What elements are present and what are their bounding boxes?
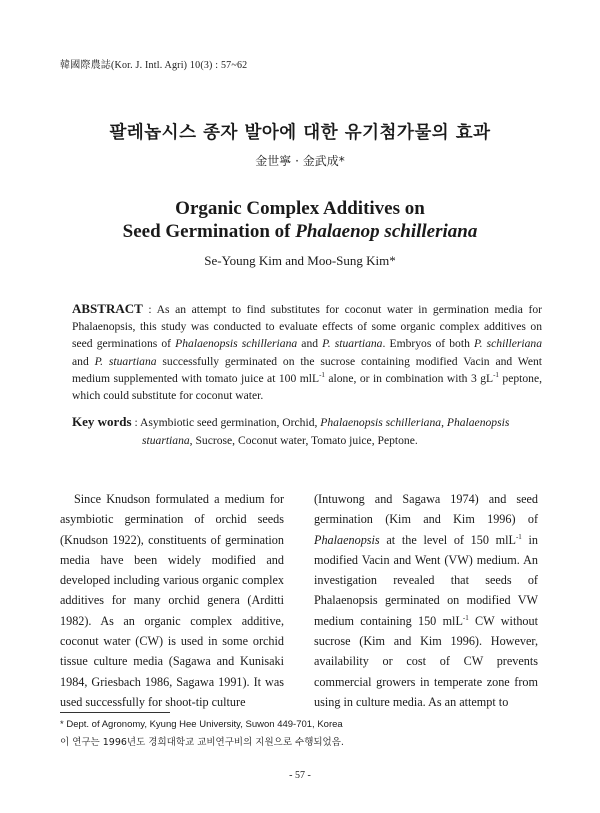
korean-title: 팔레놉시스 종자 발아에 대한 유기첨가물의 효과 bbox=[109, 123, 491, 143]
keywords-genus-2: Phalaenopsis bbox=[446, 416, 510, 429]
keywords-line2 bbox=[72, 432, 542, 450]
abstract-label: ABSTRACT bbox=[72, 301, 143, 316]
abstract bbox=[72, 300, 542, 404]
abstract-sup-1: -1 bbox=[319, 370, 325, 379]
abstract-sup-2: -1 bbox=[493, 370, 499, 379]
abstract-species-3: P. schilleriana bbox=[474, 337, 542, 351]
body-column-left bbox=[60, 489, 284, 712]
footnote-divider bbox=[60, 712, 170, 713]
english-title-line2-species: Phalaenop schilleriana bbox=[295, 221, 478, 242]
abstract-species-1: Phalaenopsis schilleriana bbox=[175, 337, 298, 351]
abstract-text-2: and bbox=[297, 337, 323, 351]
keywords-text-2: , bbox=[441, 416, 447, 429]
journal-header: 韓國際農誌(Kor. J. Intl. Agri) 10(3) : 57~62 bbox=[60, 60, 248, 71]
abstract-species-2: P. stuartiana bbox=[322, 337, 383, 351]
body-column-right bbox=[314, 489, 538, 712]
abstract-sep: : bbox=[142, 303, 157, 316]
keywords-species-2: stuartiana bbox=[142, 433, 190, 447]
abstract-text-5: successfully germinated on the sucrose containing modified Vacin and Went medium supplemented with tomato juice at 100 mlL bbox=[72, 354, 542, 385]
english-title bbox=[0, 197, 600, 243]
english-title-line1: Organic Complex Additives on bbox=[175, 198, 425, 219]
keywords bbox=[72, 413, 542, 449]
abstract-text-7: peptone, which could substitute for coconut water. bbox=[72, 371, 543, 403]
abstract-text-3: . Embryos of both bbox=[382, 337, 474, 351]
keywords-label: Key words bbox=[72, 414, 132, 429]
english-title-line2-plain: Seed Germination of bbox=[122, 221, 296, 242]
footnote-funding: 이 연구는 1996년도 경희대학교 교비연구비의 지원으로 수행되었음. bbox=[60, 737, 344, 748]
body-left-text: Since Knudson formulated a medium for asymbiotic germination of orchid seeds (Knudson 1922), constituents of germination media have been widely modified and developed including various organic complex additives for many orchid genera (Arditti 1982). As an organic complex additive, coconut water (CW) is used in some orchid tissue culture media (Sagawa and Kunisaki 1984, Griesbach 1986, Sagawa 1991). It was used successfully for shoot-tip culture bbox=[60, 492, 284, 709]
korean-authors: 金世寧 · 金武成* bbox=[255, 154, 345, 168]
body-right-text-3: in modified Vacin and Went (VW) medium. An investigation revealed that seeds of Phalaenopsis germinated on modified VW medium containing 150 mlL bbox=[314, 532, 538, 628]
keywords-species-1: Phalaenopsis schilleriana bbox=[320, 416, 442, 429]
keywords-sep: : bbox=[131, 416, 140, 429]
footnote-affiliation: * Dept. of Agronomy, Kyung Hee University, Suwon 449-701, Korea bbox=[60, 719, 343, 730]
abstract-species-4: P. stuartiana bbox=[94, 354, 157, 368]
english-title-line2 bbox=[0, 220, 600, 243]
page-number: - 57 - bbox=[289, 770, 311, 781]
keywords-text-1: Asymbiotic seed germination, Orchid, bbox=[139, 416, 321, 429]
body-right-text-4: CW without sucrose (Kim and Kim 1996). However, availability or cost of CW prevents commercial growers in temperate zone from using in culture media. As an attempt to bbox=[314, 613, 538, 709]
abstract-text-1: As an attempt to find substitutes for coconut water in germination media for Phalaenopsis, this study was conducted to evaluate effects of some organic complex additives on seed germinations of bbox=[72, 303, 542, 351]
body-right-genus: Phalaenopsis bbox=[314, 532, 380, 547]
body-right-text-1: (Intuwong and Sagawa 1974) and seed germination (Kim and Kim 1996) of bbox=[314, 492, 538, 527]
body-right-sup-1: -1 bbox=[515, 532, 522, 541]
abstract-text-4: and bbox=[72, 354, 95, 368]
body-right-sup-2: -1 bbox=[462, 613, 469, 622]
abstract-text-6: alone, or in combination with 3 gL bbox=[324, 371, 494, 385]
keywords-line1 bbox=[72, 413, 542, 432]
english-authors: Se-Young Kim and Moo-Sung Kim* bbox=[204, 253, 396, 268]
body-right-text-2: at the level of 150 mlL bbox=[379, 532, 516, 547]
keywords-text-3: , Sucrose, Coconut water, Tomato juice, Peptone. bbox=[189, 433, 418, 447]
